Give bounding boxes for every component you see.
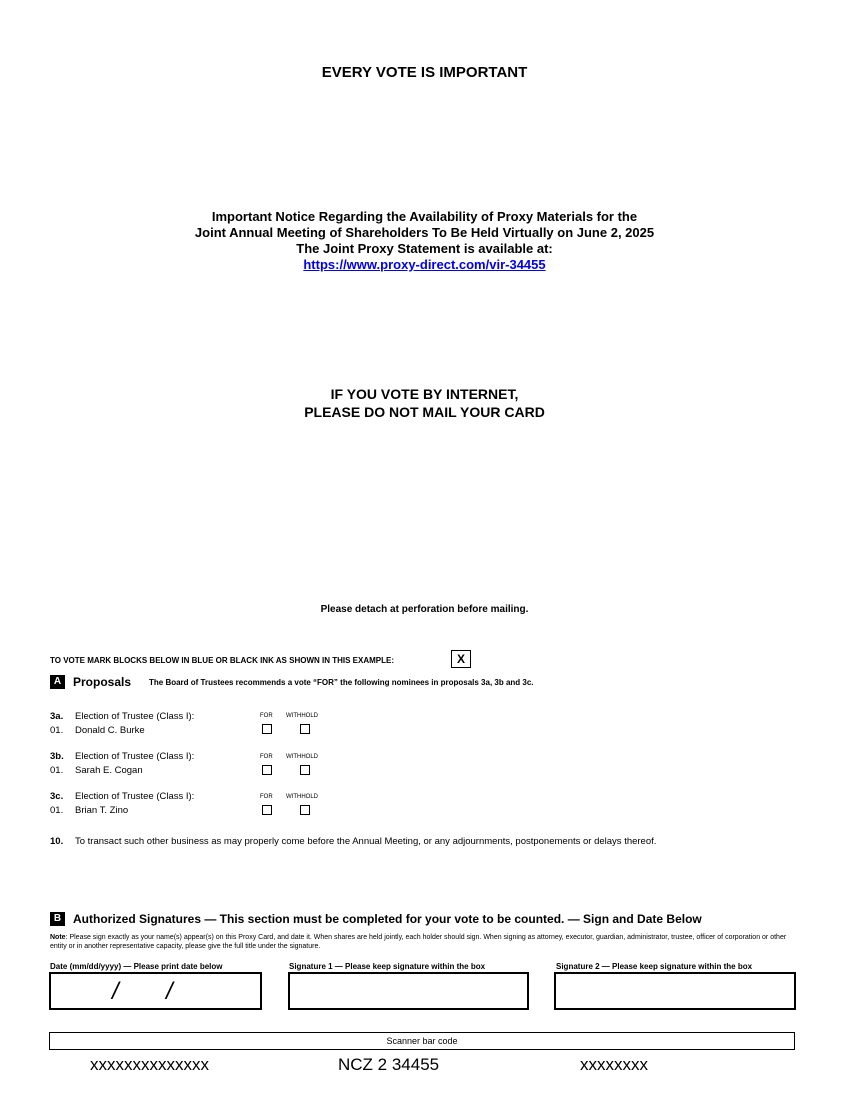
withhold-checkbox-3b[interactable] [300, 765, 310, 775]
signature-2-label: Signature 2 — Please keep signature within the box [556, 962, 753, 971]
code-left: xxxxxxxxxxxxxx [90, 1055, 209, 1074]
section-a-badge: A [50, 675, 65, 689]
nominee-name: Donald C. Burke [75, 725, 145, 736]
proposal-description: Election of Trustee (Class I): [75, 791, 195, 802]
scanner-bar-code: Scanner bar code [49, 1032, 795, 1050]
other-business-item [50, 836, 656, 847]
nominee-number: 01. [50, 805, 64, 816]
notice-line-3: The Joint Proxy Statement is available at: [296, 241, 553, 256]
signature-1-label: Signature 1 — Please keep signature within the box [289, 962, 486, 971]
internet-line-1: IF YOU VOTE BY INTERNET, [330, 386, 519, 402]
signature-2-field[interactable] [554, 972, 796, 1010]
proxy-notice [0, 209, 849, 273]
proposal-description: Election of Trustee (Class I): [75, 751, 195, 762]
withhold-header: WITHHOLD [286, 794, 318, 800]
note-label: Note [50, 934, 66, 941]
signature-note [50, 933, 790, 951]
for-checkbox-3b[interactable] [262, 765, 272, 775]
date-field[interactable] [49, 972, 262, 1010]
code-right: xxxxxxxx [580, 1055, 648, 1074]
board-recommendation: The Board of Trustees recommends a vote “FOR” the following nominees in proposals 3a, 3b and 3c. [149, 678, 534, 687]
withhold-header: WITHHOLD [286, 713, 318, 719]
notice-line-2: Joint Annual Meeting of Shareholders To Be Held Virtually on June 2, 2025 [194, 225, 655, 240]
for-checkbox-3a[interactable] [262, 724, 272, 734]
section-b-badge: B [50, 912, 65, 926]
for-header: FOR [260, 794, 273, 800]
proxy-materials-link[interactable]: https://www.proxy-direct.com/vir-34455 [303, 257, 546, 272]
proposal-description: Election of Trustee (Class I): [75, 711, 195, 722]
notice-line-1: Important Notice Regarding the Availability of Proxy Materials for the [211, 209, 638, 224]
proposal-3b [50, 750, 194, 778]
for-checkbox-3c[interactable] [262, 805, 272, 815]
withhold-header: WITHHOLD [286, 754, 318, 760]
date-separator-2: / [166, 978, 173, 1005]
example-mark-box: X [451, 650, 471, 668]
internet-warning [0, 385, 849, 421]
internet-line-2: PLEASE DO NOT MAIL YOUR CARD [304, 404, 545, 420]
proposal-number: 3c. [50, 791, 64, 802]
proposal-number: 3b. [50, 751, 64, 762]
date-separator-1: / [112, 978, 119, 1005]
withhold-checkbox-3c[interactable] [300, 805, 310, 815]
control-code: NCZ 2 34455 [338, 1055, 440, 1074]
detach-instruction: Please detach at perforation before mailing. [320, 604, 529, 615]
nominee-number: 01. [50, 725, 64, 736]
proposal-number: 3a. [50, 711, 64, 722]
nominee-name: Brian T. Zino [75, 805, 129, 816]
for-header: FOR [260, 713, 273, 719]
nominee-name: Sarah E. Cogan [75, 765, 143, 776]
date-label: Date (mm/dd/yyyy) — Please print date below [50, 962, 223, 971]
proposal-3c [50, 790, 194, 818]
note-text: : Please sign exactly as your name(s) appear(s) on this Proxy Card, and date it. When shares are held jointly, each holder should sign. When signing as attorney, executor, guardian, administrator, trustee, officer of corporation or other entity or in another representative capacity, please give the full title under the signature. [50, 934, 787, 950]
proposal-3a [50, 710, 194, 738]
section-a-title: Proposals [73, 675, 132, 689]
voting-instructions: TO VOTE MARK BLOCKS BELOW IN BLUE OR BLACK INK AS SHOWN IN THIS EXAMPLE: [50, 656, 394, 665]
signature-1-field[interactable] [288, 972, 529, 1010]
nominee-number: 01. [50, 765, 64, 776]
item-text: To transact such other business as may properly come before the Annual Meeting, or any adjournments, postponements or delays thereof. [75, 836, 657, 847]
for-header: FOR [260, 754, 273, 760]
withhold-checkbox-3a[interactable] [300, 724, 310, 734]
section-b-title: Authorized Signatures — This section must be completed for your vote to be counted. — Sign and Date Below [73, 912, 702, 926]
item-number: 10. [50, 836, 64, 847]
page-title: EVERY VOTE IS IMPORTANT [321, 64, 528, 81]
